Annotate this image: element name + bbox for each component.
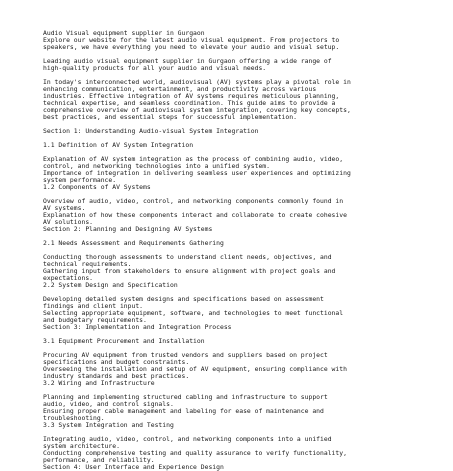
text-line: 3.3 System Integration and Testing xyxy=(43,421,174,429)
text-line: In today's interconnected world, audiovisual (AV) systems play a pivotal role in xyxy=(43,78,351,86)
text-paragraph xyxy=(43,296,413,331)
text-line: Explanation of AV system integration as the process of combining audio, video, xyxy=(43,155,344,163)
text-line: and budgetary requirements. xyxy=(43,316,147,324)
text-line: 3.2 Wiring and Infrastructure xyxy=(43,379,155,387)
text-paragraph xyxy=(43,79,413,121)
text-line: Explanation of how these components interact and collaborate to create cohesive xyxy=(43,211,347,219)
text-line: Planning and implementing structured cabling and infrastructure to support xyxy=(43,393,328,401)
text-line: Developing detailed system designs and specifications based on assessment xyxy=(43,295,324,303)
text-line: system architecture. xyxy=(43,442,120,450)
text-line: 1.1 Definition of AV System Integration xyxy=(43,141,194,149)
text-line: Gathering input from stakeholders to ensure alignment with project goals and xyxy=(43,267,336,275)
text-line: 2.2 System Design and Specification xyxy=(43,281,178,289)
text-line: 2.1 Needs Assessment and Requirements Gathering xyxy=(43,239,224,247)
text-line: specifications and budget constraints. xyxy=(43,358,190,366)
text-paragraph xyxy=(43,240,413,247)
text-paragraph xyxy=(43,436,413,471)
text-line: Leading audio visual equipment supplier in Gurgaon offering a wide range of xyxy=(43,57,332,65)
text-paragraph xyxy=(43,30,413,51)
text-paragraph xyxy=(43,128,413,135)
text-line: control, and networking technologies into a unified system. xyxy=(43,162,271,170)
text-line: findings and client input. xyxy=(43,302,144,310)
text-line: enhancing communication, entertainment, and productivity across various xyxy=(43,85,317,93)
text-line: AV solutions. xyxy=(43,218,94,226)
text-line: system performance. xyxy=(43,176,117,184)
text-line: expectations. xyxy=(43,274,94,282)
text-paragraph xyxy=(43,58,413,72)
text-line: industry standards and best practices. xyxy=(43,372,190,380)
text-line: speakers, we have everything you need to elevate your audio and visual setup. xyxy=(43,43,340,51)
text-line: 1.2 Components of AV Systems xyxy=(43,183,151,191)
text-line: Conducting comprehensive testing and quality assurance to verify functionality, xyxy=(43,449,347,457)
text-line: Section 1: Understanding Audio-visual System Integration xyxy=(43,127,259,135)
text-paragraph xyxy=(43,352,413,387)
text-line: AV systems. xyxy=(43,204,86,212)
text-paragraph xyxy=(43,198,413,233)
text-line: 3.1 Equipment Procurement and Installation xyxy=(43,337,205,345)
text-line: Ensuring proper cable management and labeling for ease of maintenance and xyxy=(43,407,324,415)
text-line: audio, video, and control signals. xyxy=(43,400,174,408)
text-line: Explore our website for the latest audio visual equipment. From projectors to xyxy=(43,36,340,44)
text-line: best practices, and essential steps for successful implementation. xyxy=(43,113,297,121)
text-paragraph xyxy=(43,338,413,345)
text-line: Procuring AV equipment from trusted vendors and suppliers based on project xyxy=(43,351,328,359)
text-line: performance, and reliability. xyxy=(43,456,155,464)
text-paragraph xyxy=(43,156,413,191)
text-line: technical requirements. xyxy=(43,260,132,268)
text-paragraph xyxy=(43,254,413,289)
text-line: technical expertise, and seamless coordination. This guide aims to provide a xyxy=(43,99,336,107)
text-line: Audio Visual equipment supplier in Gurgaon xyxy=(43,29,205,37)
text-paragraph xyxy=(43,142,413,149)
text-line: Selecting appropriate equipment, software, and technologies to meet functional xyxy=(43,309,344,317)
text-line: industries. Effective integration of AV systems requires meticulous planning, xyxy=(43,92,340,100)
text-paragraph xyxy=(43,394,413,429)
text-line: Overseeing the installation and setup of AV equipment, ensuring compliance with xyxy=(43,365,347,373)
text-line: comprehensive overview of audiovisual system integration, covering key concepts, xyxy=(43,106,351,114)
text-line: Section 3: Implementation and Integration Process xyxy=(43,323,232,331)
text-line: high-quality products for all your audio and visual needs. xyxy=(43,64,267,72)
text-line: Integrating audio, video, control, and networking components into a unified xyxy=(43,435,332,443)
text-line: Importance of integration in delivering seamless user experiences and optimizing xyxy=(43,169,351,177)
text-line: Conducting thorough assessments to understand client needs, objectives, and xyxy=(43,253,332,261)
text-line: Section 4: User Interface and Experience Design xyxy=(43,463,224,471)
text-line: Section 2: Planning and Designing AV Systems xyxy=(43,225,213,233)
text-line: Overview of audio, video, control, and networking components commonly found in xyxy=(43,197,344,205)
text-line: troubleshooting. xyxy=(43,414,105,422)
